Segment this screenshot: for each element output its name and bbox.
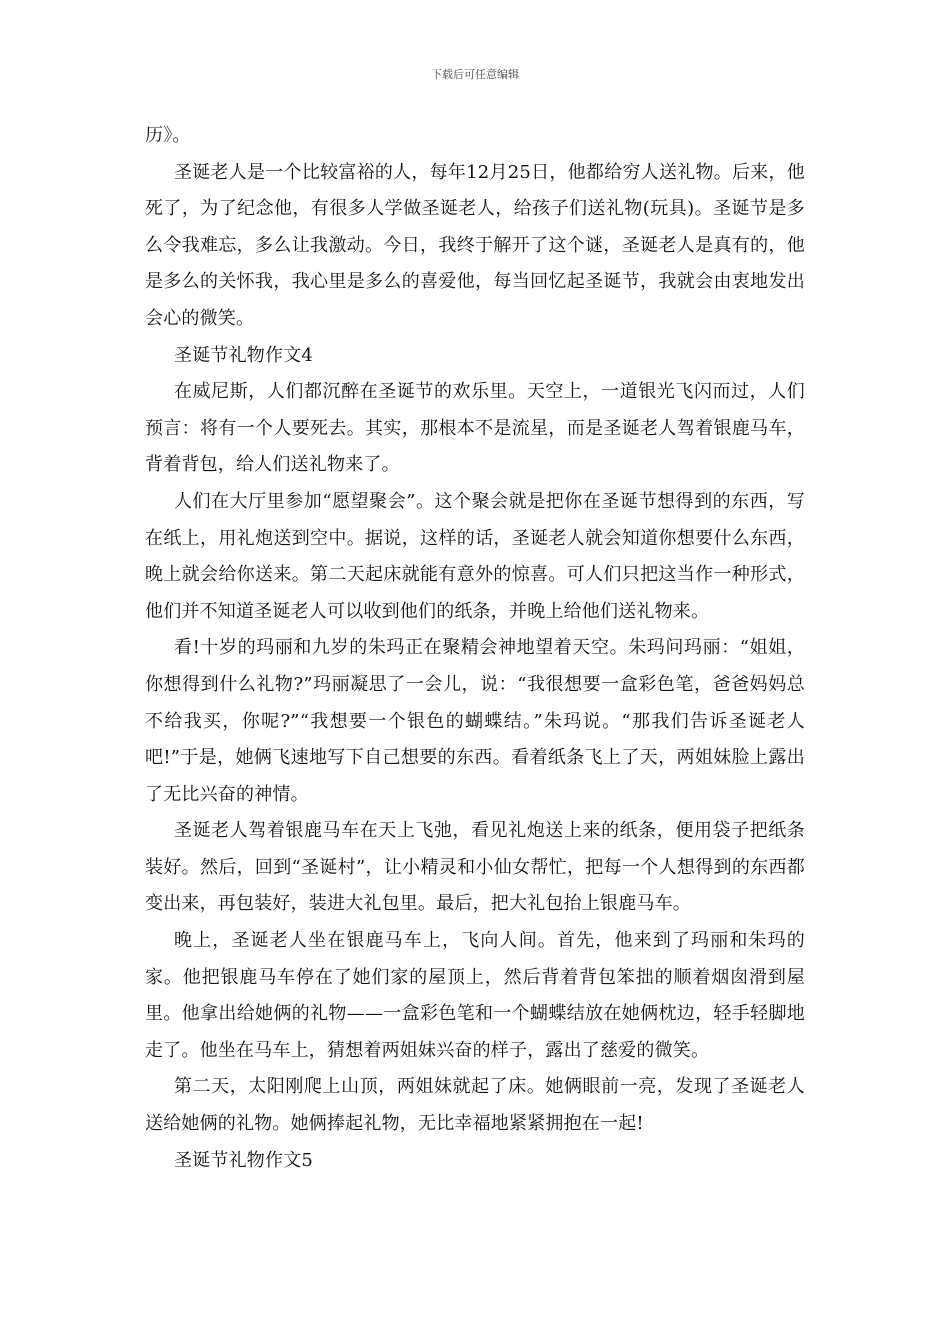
paragraph: 晚上，圣诞老人坐在银鹿马车上，飞向人间。首先，他来到了玛丽和朱玛的家。他把银鹿马车停在了她们家的屋顶上，然后背着背包笨拙的顺着烟囱滑到屋里。他拿出给她俩的礼物——一盒彩色笔和一个蝴蝶结放在她俩枕边，轻手轻脚地走了。他坐在马车上，猜想着两姐妹兴奋的样子，露出了慈爱的微笑。	[145, 930, 805, 1061]
paragraph-continuation: 历》。	[145, 125, 191, 146]
paragraph: 人们在大厅里参加“愿望聚会”。这个聚会就是把你在圣诞节想得到的东西，写在纸上，用礼炮送到空中。据说，这样的话，圣诞老人就会知道你想要什么东西，晚上就会给你送来。第二天起床就能有意外的惊喜。可人们只把这当作一种形式，他们并不知道圣诞老人可以收到他们的纸条，并晚上给他们送礼物来。	[145, 490, 805, 622]
paragraph: 在威尼斯，人们都沉醉在圣诞节的欢乐里。天空上，一道银光飞闪而过，人们预言：将有一个人要死去。其实，那根本不是流星，而是圣诞老人驾着银鹿马车，背着背包，给人们送礼物来了。	[145, 381, 805, 476]
document-body	[145, 118, 805, 1179]
paragraph: 圣诞老人是一个比较富裕的人，每年12月25日，他都给穷人送礼物。后来，他死了，为了纪念他，有很多人学做圣诞老人，给孩子们送礼物(玩具)。圣诞节是多么令我难忘，多么让我激动。今日，我终于解开了这个谜，圣诞老人是真有的，他是多么的关怀我，我心里是多么的喜爱他，每当回忆起圣诞节，我就会由衷地发出会心的微笑。	[145, 161, 805, 329]
paragraph: 看!十岁的玛丽和九岁的朱玛正在聚精会神地望着天空。朱玛问玛丽：“姐姐，你想得到什么礼物?”玛丽凝思了一会儿，说：“我很想要一盒彩色笔，爸爸妈妈总不给我买，你呢?”“我想要一个银色的蝴蝶结。”朱玛说。“那我们告诉圣诞老人吧!”于是，她俩飞速地写下自己想要的东西。看着纸条飞上了天，两姐妹脸上露出了无比兴奋的神情。	[145, 637, 805, 805]
section-heading: 圣诞节礼物作文5	[174, 1149, 314, 1171]
paragraph: 第二天，太阳刚爬上山顶，两姐妹就起了床。她俩眼前一亮，发现了圣诞老人送给她俩的礼物。她俩捧起礼物，无比幸福地紧紧拥抱在一起!	[145, 1076, 805, 1135]
section-heading: 圣诞节礼物作文4	[174, 344, 314, 366]
page-header-note: 下载后可任意编辑	[431, 68, 519, 81]
paragraph: 圣诞老人驾着银鹿马车在天上飞弛，看见礼炮送上来的纸条，便用袋子把纸条装好。然后，回到“圣诞村”，让小精灵和小仙女帮忙，把每一个人想得到的东西都变出来，再包装好，装进大礼包里。最后，把大礼包抬上银鹿马车。	[145, 820, 805, 915]
